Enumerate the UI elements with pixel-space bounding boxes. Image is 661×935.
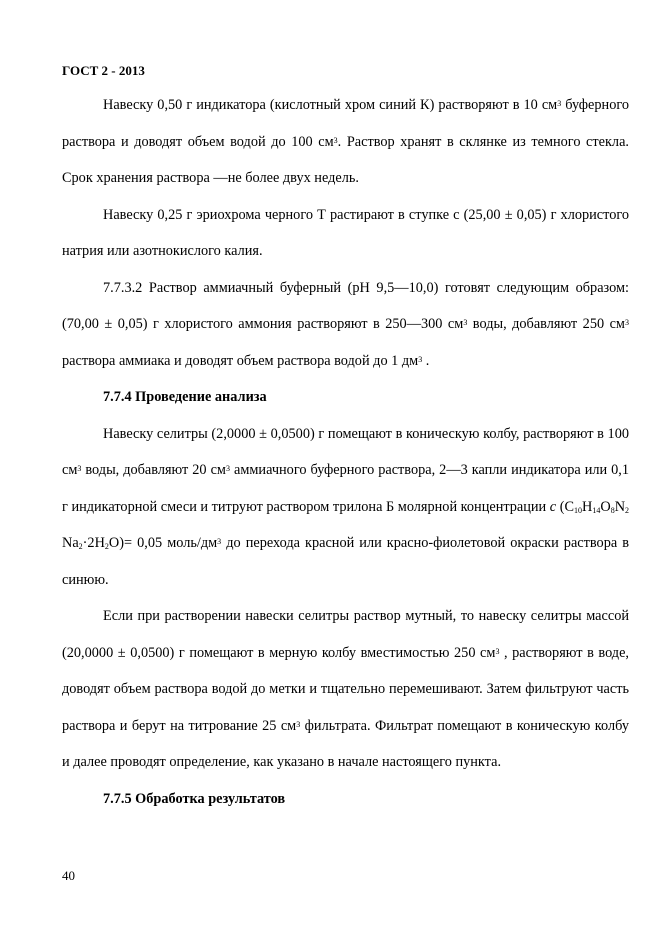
superscript: 3 xyxy=(418,354,423,364)
subscript: 2 xyxy=(625,505,630,515)
section-heading-results: 7.7.5 Обработка результатов xyxy=(103,790,286,807)
document-body xyxy=(62,87,629,817)
formula-part: (C xyxy=(556,498,575,515)
section-heading-analysis: 7.7.4 Проведение анализа xyxy=(103,389,267,405)
superscript: 3 xyxy=(333,135,338,145)
text-run: воды, добавляют 20 см xyxy=(81,462,226,478)
formula-part: O)= 0,05 моль/дм xyxy=(108,535,218,551)
paragraph-analysis xyxy=(62,416,629,599)
page-number: 40 xyxy=(62,868,75,883)
paragraph-eriochrome: Навеску 0,25 г эриохрома черного Т растирают в ступке с (25,00 ± 0,05) г хлористого натрия или азотнокислого калия. xyxy=(62,206,629,259)
subscript: 2 xyxy=(104,542,109,551)
paragraph-indicator-solution xyxy=(62,87,629,197)
text-run: буферного раствора и доводят объем водой до 100 см xyxy=(62,97,630,150)
text-run: , растворяют в воде, доводят объем раствора водой до метки и тщательно перемешивают. Затем фильтруют часть раствора и берут на титрование 25 см xyxy=(62,644,630,734)
formula-part: Na xyxy=(62,535,79,551)
subscript: 10 xyxy=(574,505,583,515)
text-run: . Раствор хранят в склянке из темного стекла. Срок хранения раствора —не более двух недель. xyxy=(62,133,629,186)
superscript: 3 xyxy=(463,318,468,327)
paragraph-turbid-solution xyxy=(62,598,629,781)
subscript: 8 xyxy=(610,505,615,515)
superscript: 3 xyxy=(495,646,500,656)
text-run: воды, добавляют 250 см xyxy=(467,316,625,332)
text-run: раствора аммиака и доводят объем раствора водой до 1 дм xyxy=(62,352,419,369)
text-run: аммиачного буферного раствора, 2—3 капли индикатора или 0,1 г индикаторной смеси и титруют раствором трилона Б молярной концентрации xyxy=(62,462,630,515)
superscript: 3 xyxy=(624,318,629,327)
formula-part: O xyxy=(600,498,611,515)
superscript: 3 xyxy=(557,99,562,108)
superscript: 3 xyxy=(217,537,222,546)
subscript: 14 xyxy=(592,505,601,515)
text-run: фильтрата. Фильтрат помещают в коническую колбу и далее проводят определение, как указано в начале настоящего пункта. xyxy=(62,717,629,770)
subscript: 2 xyxy=(78,542,83,551)
paragraph-buffer-solution xyxy=(62,270,629,380)
text-run: . xyxy=(425,352,430,369)
superscript: 3 xyxy=(225,464,230,473)
document-header: ГОСТ 2 - 2013 xyxy=(62,63,145,78)
text-run: Если при растворении навески селитры раствор мутный, то навеску селитры массой (20,0000 ± 0,0500) г помещают в мерную колбу вместимостью 250 см xyxy=(62,608,629,661)
superscript: 3 xyxy=(296,719,301,729)
formula-part: ·2H xyxy=(82,535,105,551)
formula-part: N xyxy=(614,498,626,515)
text-run: до перехода красной или красно-фиолетовой окраски раствора в синюю. xyxy=(62,535,629,588)
text-run: 7.7.3.2 Раствор аммиачный буферный (pH 9,5—10,0) готовят следующим образом: (70,00 ± 0,05) г хлористого аммония растворяют в 250—300 см xyxy=(62,279,629,332)
variable-c: с xyxy=(549,498,557,515)
formula-part: H xyxy=(582,498,593,515)
text-run: Навеску 0,50 г индикатора (кислотный хром синий К) растворяют в 10 см xyxy=(103,97,558,113)
superscript: 3 xyxy=(77,464,82,473)
text-run: Навеску селитры (2,0000 ± 0,0500) г помещают в коническую колбу, растворяют в 100 см xyxy=(62,425,629,478)
